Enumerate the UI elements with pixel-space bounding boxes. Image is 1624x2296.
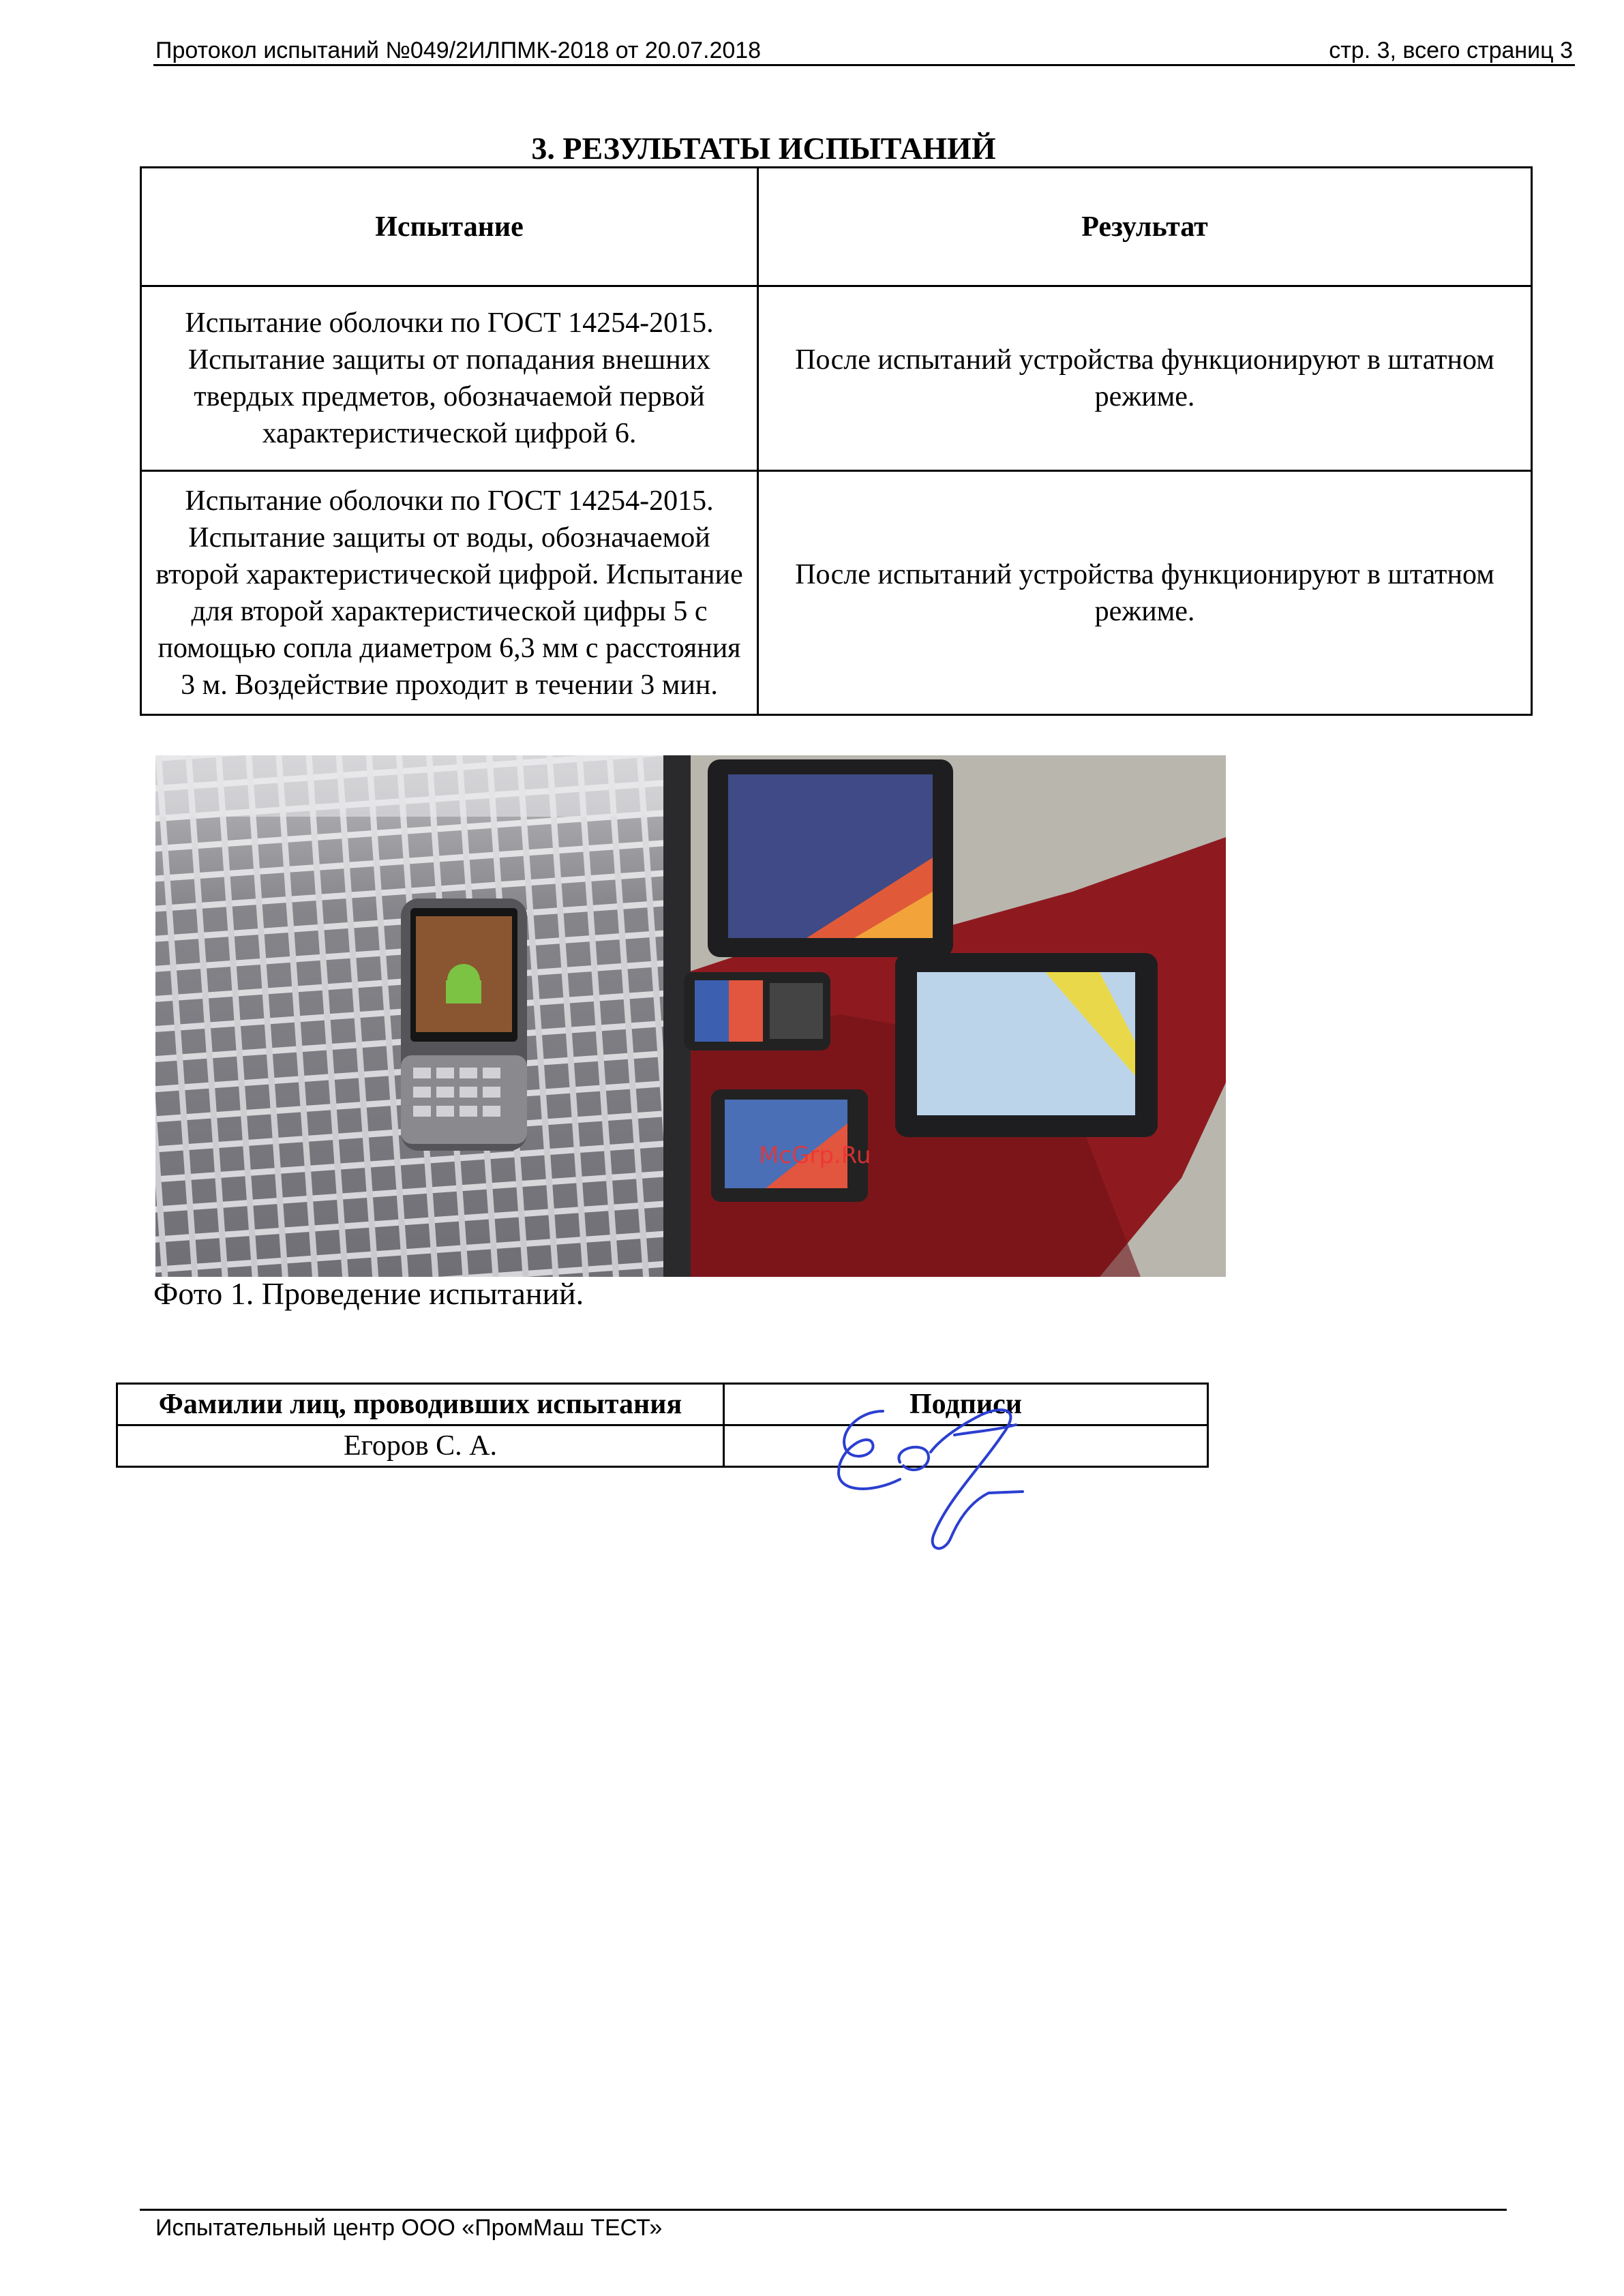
header-divider (153, 64, 1575, 66)
results-table (140, 166, 1533, 716)
column-header-test: Испытание (141, 168, 758, 286)
footer-organization: Испытательный центр ООО «ПромМаш ТЕСТ» (155, 2215, 663, 2241)
tester-name: Егоров С. А. (117, 1425, 724, 1467)
header-protocol-title: Протокол испытаний №049/2ИЛПМК-2018 от 20.07.2018 (155, 37, 762, 63)
test-description: Испытание оболочки по ГОСТ 14254-2015. Испытание защиты от попадания внешних твердых предметов, обозначаемой первой характеристической цифрой 6. (141, 286, 758, 471)
test-result: После испытаний устройства функционируют в штатном режиме. (758, 286, 1532, 471)
photo-tablets-on-cloth (663, 755, 1226, 1277)
table-row (141, 471, 1532, 715)
handwritten-signature (818, 1384, 1077, 1561)
footer-divider (140, 2209, 1507, 2211)
results-table-header-row (141, 168, 1532, 286)
photo-watermark: McGrp.Ru (759, 1142, 871, 1169)
photo-grid-terminal (155, 755, 663, 1277)
table-row (141, 286, 1532, 471)
test-description: Испытание оболочки по ГОСТ 14254-2015. Испытание защиты от воды, обозначаемой второй характеристической цифрой. Испытание для второй характеристической цифры 5 с помощью сопла диаметром 6,3 мм с расстояния 3 м. Воздействие проходит в течении 3 мин. (141, 471, 758, 715)
header-page-number: стр. 3, всего страниц 3 (1329, 37, 1573, 63)
column-header-names: Фамилии лиц, проводивших испытания (117, 1384, 724, 1425)
photo-caption: Фото 1. Проведение испытаний. (153, 1276, 584, 1311)
column-header-result: Результат (758, 168, 1532, 286)
test-result: После испытаний устройства функционируют в штатном режиме. (758, 471, 1532, 715)
column-header-signatures: Подписи (724, 1384, 1208, 1425)
section-title: 3. РЕЗУЛЬТАТЫ ИСПЫТАНИЙ (531, 131, 996, 166)
